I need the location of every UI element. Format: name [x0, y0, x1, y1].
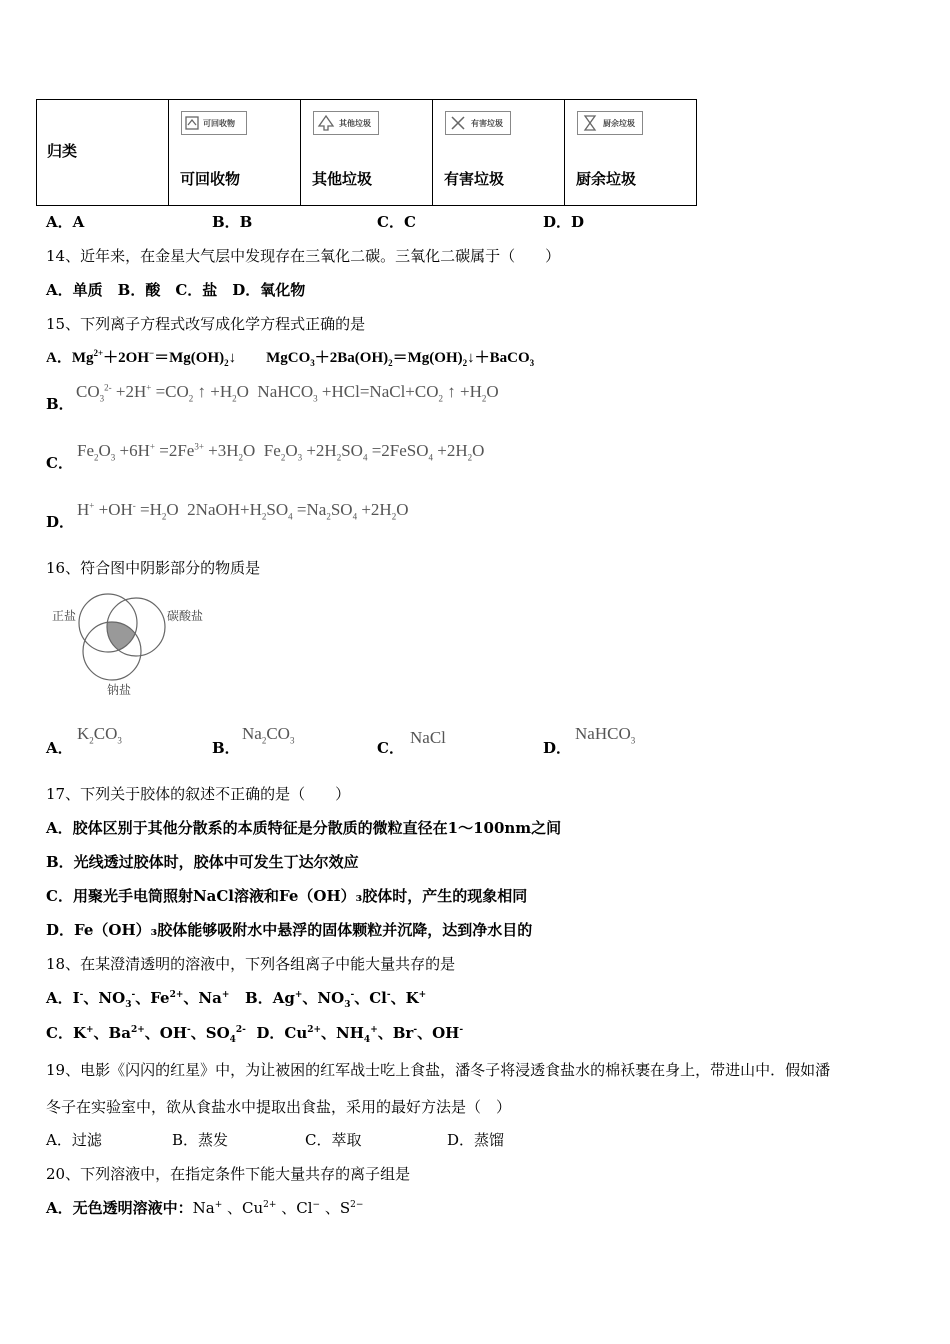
hazard-icon	[449, 114, 467, 132]
q16-label-d: D．	[543, 739, 572, 757]
table-cell	[565, 100, 697, 206]
q19-option-b: B．蒸发	[172, 1131, 229, 1149]
q16-label-a: A．	[46, 739, 73, 757]
q19-option-a: A．过滤	[46, 1131, 102, 1149]
q18-options-cd: C．K+、$Ba^{2+}$、OH-、$SO_4^{2-}$ D．$Cu^{2+}$、$NH_4^+$、Br-、OH-	[46, 1024, 464, 1045]
q13-option-a: A．A	[46, 213, 85, 231]
q16-label-b: B．	[212, 739, 240, 757]
q15-option-a: A．$Mg^{2+}+2OH^-=Mg(OH)_2↓$ $MgCO_3+2Ba(OH)_2=Mg(OH)_2↓+BaCO_3$	[46, 348, 535, 368]
q20-stem: 20、下列溶液中，在指定条件下能大量共存的离子组是	[46, 1165, 411, 1183]
q14-options: A．单质 B．酸 C．盐 D．氧化物	[46, 281, 306, 299]
q13-option-c: C．C	[377, 213, 416, 231]
q15-label-c: C．	[46, 454, 73, 472]
table-cell	[433, 100, 565, 206]
recyclable-sign: 可回收物	[181, 111, 247, 135]
q16-option-d-formula: NaHCO$_3$	[575, 724, 636, 746]
food-waste-icon	[581, 114, 599, 132]
table-cell	[169, 100, 301, 206]
q15-label-d: D．	[46, 513, 75, 531]
q17-option-b: B．光线透过胶体时，胶体中可发生丁达尔效应	[46, 853, 359, 871]
other-waste-sign: 其他垃圾	[313, 111, 379, 135]
q16-option-c-formula: NaCl	[410, 728, 446, 747]
row-label: 归类	[47, 142, 78, 160]
q15-option-d-equation: $H^+ +OH^- =H_2O$ $2NaOH+H_2SO_4 =Na_2SO_4 +2H_2O$	[77, 500, 409, 522]
hazardous-sign: 有害垃圾	[445, 111, 511, 135]
q13-option-b: B．B	[212, 213, 253, 231]
q16-label-c: C．	[377, 739, 404, 757]
venn-label-sodium-salt: 钠盐	[107, 683, 132, 697]
category-name: 可回收物	[180, 170, 241, 188]
category-name: 厨余垃圾	[576, 170, 637, 188]
q17-option-c: C．用聚光手电筒照射NaCl溶液和Fe（OH）₃胶体时，产生的现象相同	[46, 887, 528, 905]
q15-option-b-equation: $CO_3^{2-} +2H^+ =CO_2$ ↑ $+H_2O$ NaHCO$_3$ $+HCl=NaCl+CO_2$ ↑ $+H_2O$	[76, 382, 499, 404]
q14-stem: 14、近年来，在金星大气层中发现存在三氧化二碳。三氧化二碳属于（ ）	[46, 247, 561, 265]
q19-option-c: C．萃取	[305, 1131, 362, 1149]
q16-stem: 16、符合图中阴影部分的物质是	[46, 559, 261, 577]
q18-stem: 18、在某澄清透明的溶液中，下列各组离子中能大量共存的是	[46, 955, 456, 973]
row-label-cell	[37, 100, 169, 206]
q19-stem-line2: 冬子在实验室中，欲从食盐水中提取出食盐，采用的最好方法是（ ）	[46, 1098, 512, 1116]
q18-options-ab: A．I-、$NO_3^-$、$Fe^{2+}$、Na+ B．Ag+、$NO_3^-$、Cl-、K+	[46, 989, 427, 1010]
trash-icon	[317, 114, 335, 132]
q16-option-a-formula: $K_2CO_3$	[77, 724, 122, 746]
q15-label-b: B．	[46, 395, 74, 413]
table-cell	[301, 100, 433, 206]
venn-label-normal-salt: 正盐	[52, 609, 77, 623]
q16-option-b-formula: $Na_2CO_3$	[242, 724, 295, 746]
q17-stem: 17、下列关于胶体的叙述不正确的是（ ）	[46, 785, 351, 803]
category-name: 有害垃圾	[444, 170, 505, 188]
q19-option-d: D．蒸馏	[447, 1131, 505, 1149]
q19-stem-line1: 19、电影《闪闪的红星》中，为让被困的红军战士吃上食盐，潘冬子将浸透食盐水的棉袄裹在身上，带进山中．假如潘	[46, 1061, 831, 1079]
recycle-icon	[185, 116, 199, 130]
q17-option-a: A．胶体区别于其他分散系的本质特征是分散质的微粒直径在1～100nm之间	[46, 819, 562, 837]
food-waste-sign: 厨余垃圾	[577, 111, 643, 135]
venn-label-carbonate: 碳酸盐	[167, 609, 204, 623]
q15-option-c-equation: $Fe_2O_3 +6H^+ =2Fe^{3+} +3H_2O$ $Fe_2O_3 +2H_2SO_4$ =2FeSO$_4$ $+2H_2O$	[77, 441, 485, 463]
category-name: 其他垃圾	[312, 170, 373, 188]
q13-option-d: D．D	[543, 213, 585, 231]
q17-option-d: D．Fe（OH）₃胶体能够吸附水中悬浮的固体颗粒并沉降，达到净水目的	[46, 921, 533, 939]
q15-stem: 15、下列离子方程式改写成化学方程式正确的是	[46, 315, 366, 333]
q20-option-a: A．无色透明溶液中：Na+ 、$Cu^{2+}$ 、Cl− 、$S^{2-}$	[46, 1199, 364, 1217]
classification-table	[36, 99, 697, 206]
